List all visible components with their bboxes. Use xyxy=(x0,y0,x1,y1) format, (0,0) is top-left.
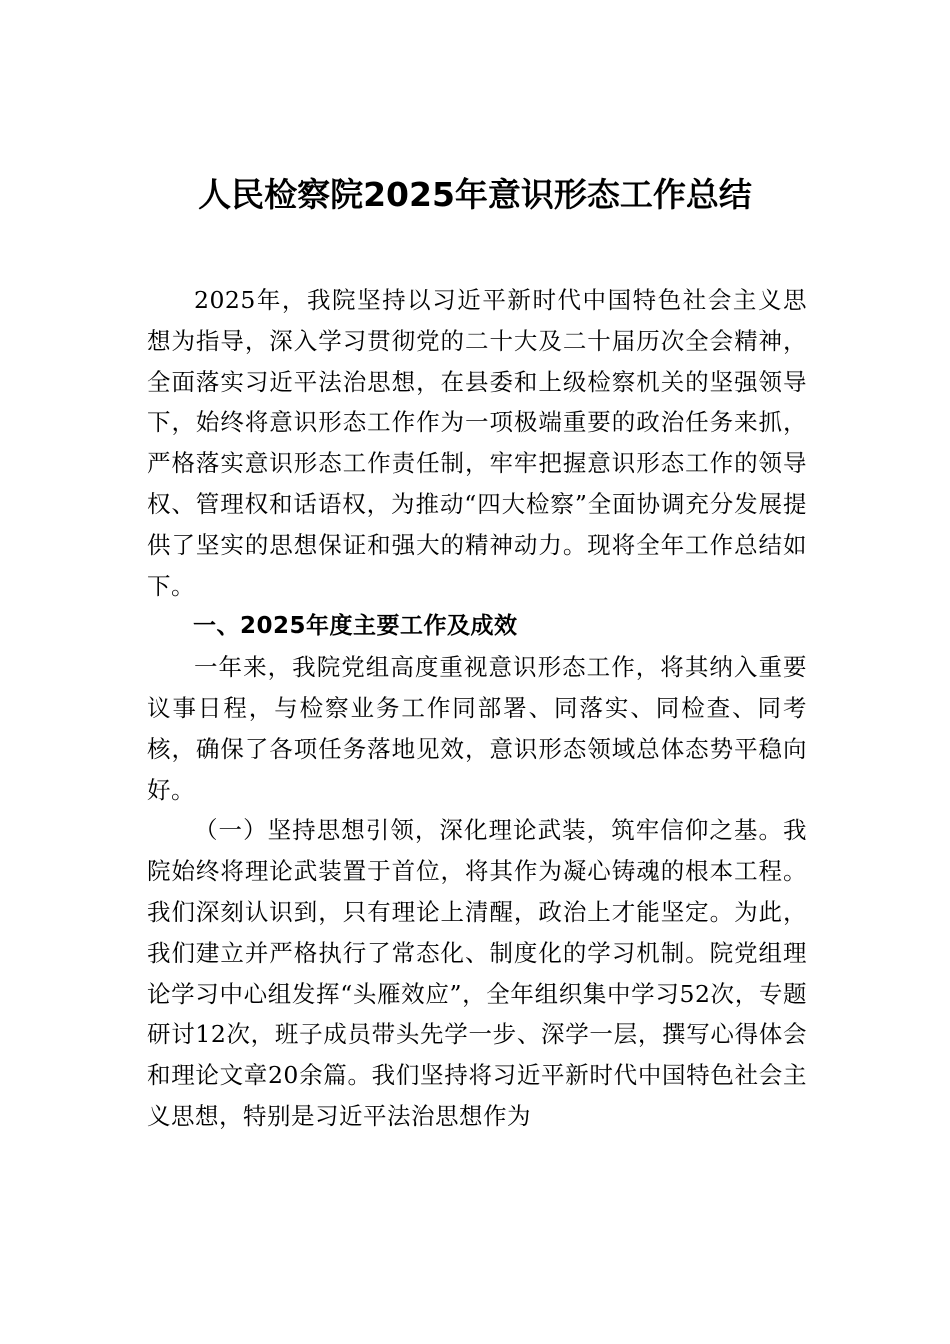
section-heading: 一、2025年度主要工作及成效 xyxy=(193,613,518,640)
intro-paragraph: 2025年，我院坚持以习近平新时代中国特色社会主义思想为指导，深入学习贯彻党的二十大及二十届历次全会精神，全面落实习近平法治思想，在县委和上级检察机关的坚强领导下，始终将意识形态工作作为一项极端重要的政治任务来抓，严格落实意识形态工作责任制，牢牢把握意识形态工作的领导权、管理权和话语权，为推动“四大检察”全面协调充分发展提供了坚实的思想保证和强大的精神动力。现将全年工作总结如下。 xyxy=(147,286,807,600)
subsection-paragraph: （一）坚持思想引领，深化理论武装，筑牢信仰之基。我院始终将理论武装置于首位，将其作为凝心铸魂的根本工程。我们深刻认识到，只有理论上清醒，政治上才能坚定。为此，我们建立并严格执行了常态化、制度化的学习机制。院党组理论学习中心组发挥“头雁效应”，全年组织集中学习52次，专题研讨12次，班子成员带头先学一步、深学一层，撰写心得体会和理论文章20余篇。我们坚持将习近平新时代中国特色社会主义思想，特别是习近平法治思想作为 xyxy=(147,816,807,1130)
document-title: 人民检察院2025年意识形态工作总结 xyxy=(198,175,752,214)
document-body xyxy=(147,280,807,1137)
section-paragraph: 一年来，我院党组高度重视意识形态工作，将其纳入重要议事日程，与检察业务工作同部署、同落实、同检查、同考核，确保了各项任务落地见效，意识形态领域总体态势平稳向好。 xyxy=(147,653,807,804)
